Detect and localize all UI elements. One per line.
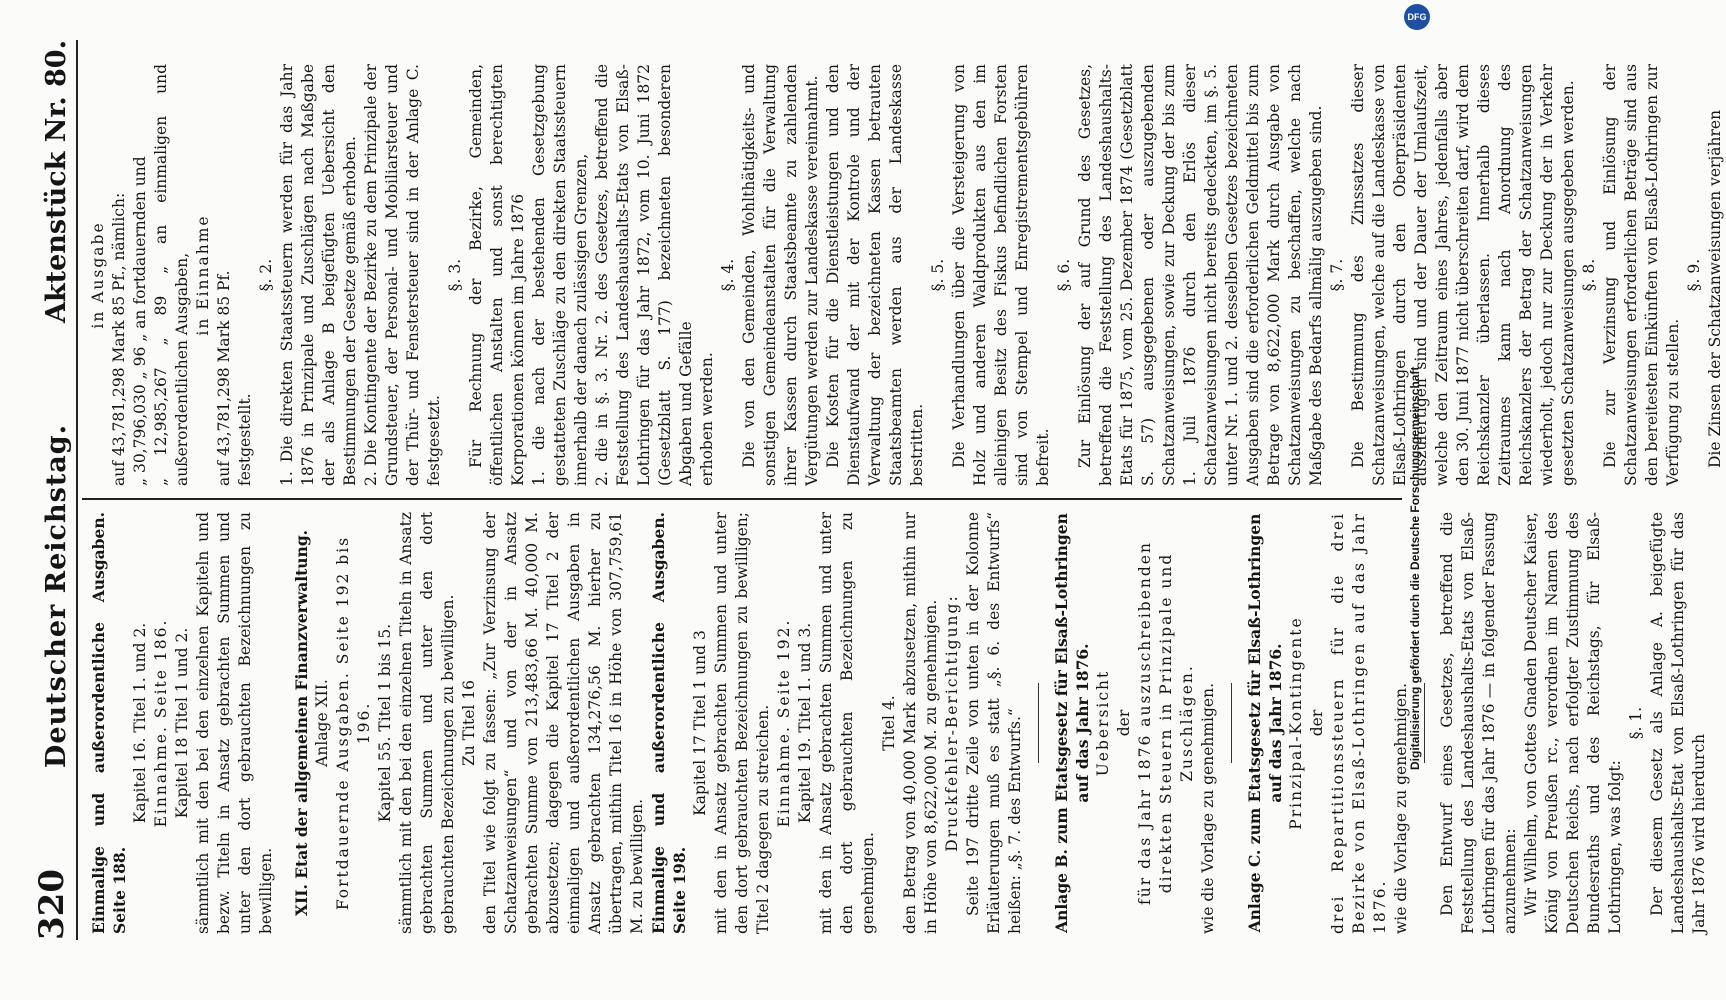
paragraph: Die Verhandlungen über die Versteigerung von Holz und anderen Waldprodukten aus den im alleinigen Besitz des Fiskus befindlichen Forsten sind von Stempel und Enregistrementsgebühren befreit. bbox=[950, 64, 1052, 486]
paragraph: wie die Vorlage zu genehmigen. bbox=[1199, 682, 1217, 934]
section-heading: Einmalige und außerordentliche Ausgaben. Seite 198. bbox=[649, 512, 689, 934]
chapter-ref: Zu Titel 16 bbox=[460, 680, 478, 766]
section-heading: Einmalige und außerordentliche Ausgaben. Seite 188. bbox=[89, 512, 129, 934]
funding-note: Digitalisierung gefördert durch die Deutsche Forschungsgemeinschaft bbox=[1408, 366, 1422, 770]
section-heading: Fortdauernde Ausgaben. Seite 192 bis 196. bbox=[334, 535, 373, 911]
section-number: §. 6. bbox=[1055, 258, 1073, 292]
document-reference: Aktenstück Nr. 80. bbox=[41, 40, 72, 323]
page-title: Deutscher Reichstag. bbox=[41, 423, 72, 769]
chapter-ref: Kapitel 19. Titel 1. und 3. bbox=[796, 622, 814, 824]
subheading: in Einnahme bbox=[194, 214, 212, 336]
page-header bbox=[22, 40, 72, 940]
section-heading: Einnahme. Seite 186. bbox=[152, 618, 170, 828]
amount-line: „ 12,985,267 „ 89 „ an einmaligen und außerordentlichen Ausgaben, bbox=[152, 64, 191, 486]
section-heading: Einnahme. Seite 192. bbox=[775, 618, 793, 828]
amount-line: festgestellt. bbox=[236, 393, 254, 486]
paragraph: wie die Vorlage zu genehmigen. bbox=[1392, 682, 1410, 934]
header-rule bbox=[76, 40, 78, 940]
chapter-ref: Kapitel 16. Titel 1. und 2. bbox=[131, 622, 149, 824]
section-number: §. 5. bbox=[929, 258, 947, 292]
section-number: §. 1. bbox=[1627, 706, 1645, 740]
chapter-ref: Kapitel 18 Titel 1 und 2. bbox=[173, 627, 191, 819]
separator bbox=[1231, 683, 1232, 763]
paragraph: Zur Einlösung der auf Grund des Gesetzes, betreffend die Feststellung des Landeshaushalts-Etats für 1875, vom 25. Dezember 1874 (Gesetzblatt S. 57) ausgegebenen oder auszugebenden Schatzanweisungen, sowie zur Deckung der bis zum 1. Juli 1876 durch den Erlös dieser Schatzanweisungen nicht bereits gedeckten, im §. 5. unter Nr. 1. und 2. desselben Gesetzes bezeichneten Ausgaben sind die erforderlichen Geldmittel bis zum Betrage von 8,622,000 Mark durch Ausgabe von Schatzanweisungen zu beschaffen, welche nach Maßgabe des Bedarfs allmälig auszugeben sind. bbox=[1076, 64, 1325, 486]
chapter-ref: Titel 4. bbox=[880, 695, 898, 751]
paragraph: Wir Wilhelm, von Gottes Gnaden Deutscher Kaiser, König von Preußen rc., verordnen im Namen des Deutschen Reichs, nach erfolgter Zustimmung des Bundesraths und des Reichstags, für Elsaß-Lothringen, was folgt: bbox=[1522, 512, 1624, 934]
paragraph: erhoben werden. bbox=[698, 352, 716, 486]
chapter-ref: Kapitel 17 Titel 1 und 3 bbox=[691, 630, 709, 816]
subheading: Uebersicht bbox=[1094, 669, 1112, 777]
appendix-heading: Anlage B. zum Etatsgesetz für Elsaß-Lothringen auf das Jahr 1876. bbox=[1052, 513, 1092, 933]
paragraph: Die von den Gemeinden, Wohlthätigkeits- und sonstigen Gemeindeanstalten für die Verwaltung ihrer Kassen durch Staatsbeamte zu zahlenden Vergütungen werden zur Landeskasse vereinnahmt. bbox=[740, 64, 821, 486]
section-number: §. 7. bbox=[1328, 258, 1346, 292]
subheading: der bbox=[1308, 709, 1326, 737]
paragraph: sämmtlich mit den bei den einzelnen Kapiteln und bezw. Titeln in Ansatz gebrachten Summen und unter den dort gebrauchten Bezeichnungen zu bewilligen. bbox=[194, 512, 275, 934]
left-column bbox=[88, 512, 1710, 934]
appendix-label: Anlage XII. bbox=[313, 679, 331, 767]
dfg-logo-icon: DFG bbox=[1404, 4, 1430, 30]
section-heading: XII. Etat der allgemeinen Finanzverwaltung. bbox=[292, 529, 311, 917]
paragraph: Seite 197 dritte Zeile von unten in der Kolonne Erläuterungen muß es statt „§. 6. des Entwurfs“ heißen: „§. 7. des Entwurfs.“ bbox=[964, 512, 1024, 934]
erratum-heading: Druckfehler-Berichtigung: bbox=[943, 594, 961, 852]
amount-line: auf 43,781,298 Mark 85 Pf., nämlich: bbox=[110, 192, 128, 486]
paragraph: den Betrag von 40,000 Mark abzusetzen, mithin nur in Höhe von 8,622,000 M. zu genehmigen. bbox=[901, 512, 940, 934]
paragraph: 2. die in §. 3. Nr. 2. des Gesetzes, betreffend die Feststellung des Landeshaushalts-Etats von Elsaß-Lothringen für das Jahr 1872, vom 10. Juni 1872 (Gesetzblatt S. 177) bezeichneten besonderen Abgaben und Gefälle bbox=[593, 64, 695, 486]
section-number: §. 9. bbox=[1685, 258, 1703, 292]
section-number: §. 3. bbox=[446, 258, 464, 292]
subheading: der bbox=[1115, 709, 1133, 737]
right-column bbox=[88, 64, 1726, 486]
subheading: in Ausgabe bbox=[89, 221, 107, 329]
paragraph: sämmtlich mit den bei den einzelnen Titeln in Ansatz gebrachten Summen und unter den dort gebrauchten Bezeichnungen zu bewilligen. bbox=[397, 512, 457, 934]
section-number: §. 4. bbox=[719, 258, 737, 292]
section-number: §. 8. bbox=[1580, 258, 1598, 292]
paragraph: Die Kosten für die Dienstleistungen und den Dienstaufwand der mit der Kontrole und der Verwaltung der bezeichneten Kassen betrauten Staatsbeamten werden aus der Landeskasse bestritten. bbox=[824, 64, 926, 486]
section-number: §. 2. bbox=[257, 258, 275, 292]
paragraph: Die Bestimmung des Zinssatzes dieser Schatzanweisungen, welche auf die Landeskasse von Elsaß-Lothringen durch den Oberpräsidenten auszufertigen sind und der Dauer der Umlaufszeit, welche den Zeitraum eines Jahres, jedenfalls aber den 30. Juni 1877 nicht überschreiten darf, wird dem Reichskanzler überlassen. Innerhalb dieses Zeitraumes kann nach Anordnung des Reichskanzlers der Betrag der Schatzanweisungen wiederholt, jedoch nur zur Deckung der in Verkehr gesetzten Schatzanweisungen ausgegeben werden. bbox=[1349, 64, 1577, 486]
paragraph: Die Zinsen der Schatzanweisungen verjähren bbox=[1706, 109, 1724, 468]
paragraph: für das Jahr 1876 auszuschreibenden direkten Steuern in Prinzipale und Zuschlägen. bbox=[1136, 541, 1196, 905]
chapter-ref: Kapitel 55. Titel 1 bis 15. bbox=[376, 623, 394, 823]
appendix-heading: Anlage C. zum Etatsgesetz für Elsaß-Lothringen auf das Jahr 1876. bbox=[1245, 513, 1285, 933]
column-divider bbox=[82, 498, 1402, 500]
page-number: 320 bbox=[32, 869, 72, 940]
paragraph: den Titel wie folgt zu fassen: „Zur Verzinsung der Schatzanweisungen“ und von der in Ansatz gebrachten Summe von 213,483,66 M. 40,000 M. abzusetzen; dagegen die Kapitel 17 Titel 2 der einmaligen und außerordentlichen Ausgaben in Ansatz gebrachten 134,276,56 M. hierher zu übertragen, mithin Titel 16 in Höhe von 307,759,61 M. zu bewilligen. bbox=[481, 512, 646, 934]
paragraph: Für Rechnung der Bezirke, Gemeinden, öffentlichen Anstalten und sonst berechtigten Korporationen können im Jahre 1876 bbox=[467, 64, 527, 486]
subheading: Prinzipal-Kontingente bbox=[1287, 616, 1305, 830]
amount-line: auf 43,781,298 Mark 85 Pf. bbox=[215, 270, 233, 486]
paragraph: 2. Die Kontingente der Bezirke zu dem Prinzipale der Grundsteuer, der Personal- und Mobiliarsteuer und der Thür- und Fenstersteuer sind in der Anlage C. festgesetzt. bbox=[362, 64, 443, 486]
paragraph: mit den in Ansatz gebrachten Summen und unter den dort gebrauchten Bezeichnungen zu genehmigen. bbox=[817, 512, 877, 934]
separator bbox=[1038, 683, 1039, 763]
paragraph: Die zur Verzinsung und Einlösung der Schatzanweisungen erforderlichen Beträge sind aus den bereitesten Einkünften von Elsaß-Lothringen zur Verfügung zu stellen. bbox=[1601, 64, 1682, 486]
paragraph: 1. die nach der bestehenden Gesetzgebung gestatteten Zuschläge zu den direkten Staatssteuern innerhalb der danach zulässigen Grenzen, bbox=[530, 64, 590, 486]
amount-line: „ 30,796,030 „ 96 „ an fortdauernden und bbox=[131, 156, 149, 486]
paragraph: mit den in Ansatz gebrachten Summen und unter den dort gebrauchten Bezeichnungen zu bewilligen; Titel 2 dagegen zu streichen. bbox=[712, 512, 772, 934]
paragraph: 1. Die direkten Staatssteuern werden für das Jahr 1876 in Prinzipale und Zuschlägen nach Maßgabe der als Anlage B beigefügten Uebersicht den Bestimmungen der Gesetze gemäß erhoben. bbox=[278, 64, 359, 486]
paragraph: drei Repartitionssteuern für die drei Bezirke von Elsaß-Lothringen auf das Jahr 1876. bbox=[1329, 512, 1389, 934]
paragraph: Den Entwurf eines Gesetzes, betreffend die Feststellung des Landeshaushalts-Etats von Elsaß-Lothringen für das Jahr 1876 — in folgender Fassung anzunehmen: bbox=[1438, 512, 1519, 934]
paragraph: Der diesem Gesetz als Anlage A. beigefügte Landeshaushalts-Etat von Elsaß-Lothringen für das Jahr 1876 wird hierdurch bbox=[1648, 512, 1708, 934]
